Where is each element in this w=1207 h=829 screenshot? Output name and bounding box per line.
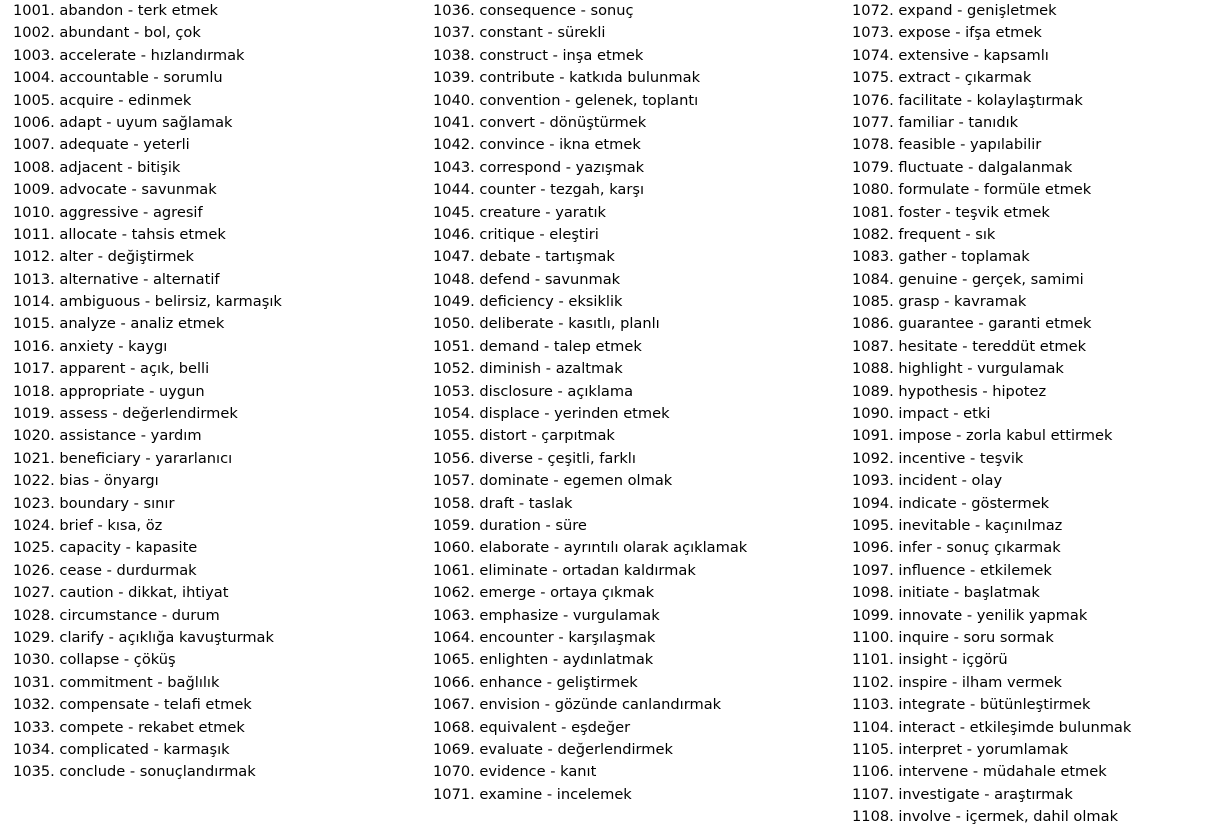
vocabulary-entry: 1001. abandon - terk etmek	[13, 2, 218, 19]
vocabulary-entry: 1011. allocate - tahsis etmek	[13, 225, 226, 243]
vocabulary-entry: 1036. consequence - sonuç	[433, 2, 634, 19]
vocabulary-entry: 1083. gather - toplamak	[852, 248, 1030, 266]
vocabulary-entry: 1089. hypothesis - hipotez	[852, 382, 1047, 400]
vocabulary-entry: 1013. alternative - alternatif	[13, 270, 220, 288]
vocabulary-entry: 1081. foster - teşvik etmek	[852, 203, 1050, 221]
vocabulary-entry: 1094. indicate - göstermek	[852, 494, 1050, 512]
vocabulary-entry: 1097. influence - etkilemek	[852, 561, 1052, 579]
vocabulary-entry: 1037. constant - sürekli	[433, 24, 606, 42]
vocabulary-entry: 1004. accountable - sorumlu	[13, 69, 223, 87]
vocabulary-entry: 1090. impact - etki	[852, 405, 991, 423]
vocabulary-entry: 1038. construct - inşa etmek	[433, 46, 644, 64]
vocabulary-entry: 1061. eliminate - ortadan kaldırmak	[433, 561, 696, 579]
vocabulary-entry: 1093. incident - olay	[852, 472, 1003, 490]
vocabulary-entry: 1003. accelerate - hızlandırmak	[13, 46, 245, 64]
vocabulary-entry: 1035. conclude - sonuçlandırmak	[13, 763, 256, 781]
vocabulary-entry: 1021. beneficiary - yararlanıcı	[13, 449, 233, 467]
vocabulary-column-3	[852, 0, 1131, 828]
vocabulary-entry: 1103. integrate - bütünleştirmek	[852, 696, 1091, 714]
vocabulary-entry: 1070. evidence - kanıt	[433, 763, 597, 781]
vocabulary-entry: 1104. interact - etkileşimde bulunmak	[852, 718, 1132, 736]
vocabulary-entry: 1048. defend - savunmak	[433, 270, 621, 288]
vocabulary-entry: 1071. examine - incelemek	[433, 785, 632, 803]
vocabulary-entry: 1079. fluctuate - dalgalanmak	[852, 158, 1073, 176]
vocabulary-entry: 1066. enhance - geliştirmek	[433, 673, 638, 691]
vocabulary-entry: 1015. analyze - analiz etmek	[13, 315, 225, 333]
vocabulary-entry: 1069. evaluate - değerlendirmek	[433, 740, 673, 758]
vocabulary-entry: 1075. extract - çıkarmak	[852, 69, 1032, 87]
vocabulary-entry: 1024. brief - kısa, öz	[13, 516, 163, 534]
vocabulary-entry: 1022. bias - önyargı	[13, 472, 159, 490]
vocabulary-entry: 1007. adequate - yeterli	[13, 136, 190, 154]
vocabulary-entry: 1108. involve - içermek, dahil olmak	[852, 808, 1119, 826]
vocabulary-entry: 1087. hesitate - tereddüt etmek	[852, 337, 1087, 355]
vocabulary-entry: 1017. apparent - açık, belli	[13, 360, 210, 378]
vocabulary-entry: 1046. critique - eleştiri	[433, 225, 599, 243]
vocabulary-entry: 1101. insight - içgörü	[852, 651, 1008, 669]
vocabulary-entry: 1050. deliberate - kasıtlı, planlı	[433, 315, 660, 333]
vocabulary-entry: 1065. enlighten - aydınlatmak	[433, 651, 654, 669]
vocabulary-entry: 1091. impose - zorla kabul ettirmek	[852, 427, 1113, 445]
vocabulary-entry: 1020. assistance - yardım	[13, 427, 202, 445]
vocabulary-entry: 1054. displace - yerinden etmek	[433, 405, 670, 423]
vocabulary-entry: 1023. boundary - sınır	[13, 494, 175, 512]
vocabulary-entry: 1006. adapt - uyum sağlamak	[13, 113, 233, 131]
vocabulary-entry: 1032. compensate - telafi etmek	[13, 696, 252, 714]
vocabulary-entry: 1058. draft - taslak	[433, 494, 573, 512]
vocabulary-entry: 1031. commitment - bağlılık	[13, 673, 220, 691]
vocabulary-entry: 1056. diverse - çeşitli, farklı	[433, 449, 636, 467]
vocabulary-entry: 1008. adjacent - bitişik	[13, 158, 181, 176]
vocabulary-entry: 1085. grasp - kavramak	[852, 293, 1027, 311]
vocabulary-entry: 1099. innovate - yenilik yapmak	[852, 606, 1088, 624]
vocabulary-entry: 1057. dominate - egemen olmak	[433, 472, 673, 490]
vocabulary-entry: 1019. assess - değerlendirmek	[13, 405, 238, 423]
vocabulary-entry: 1040. convention - gelenek, toplantı	[433, 91, 699, 109]
vocabulary-entry: 1105. interpret - yorumlamak	[852, 740, 1069, 758]
vocabulary-entry: 1009. advocate - savunmak	[13, 181, 217, 199]
vocabulary-entry: 1052. diminish - azaltmak	[433, 360, 623, 378]
vocabulary-entry: 1041. convert - dönüştürmek	[433, 113, 647, 131]
vocabulary-entry: 1033. compete - rekabet etmek	[13, 718, 245, 736]
vocabulary-entry: 1028. circumstance - durum	[13, 606, 220, 624]
vocabulary-entry: 1100. inquire - soru sormak	[852, 628, 1054, 646]
vocabulary-entry: 1080. formulate - formüle etmek	[852, 181, 1092, 199]
vocabulary-entry: 1055. distort - çarpıtmak	[433, 427, 615, 445]
vocabulary-entry: 1045. creature - yaratık	[433, 203, 606, 221]
vocabulary-entry: 1039. contribute - katkıda bulunmak	[433, 69, 701, 87]
vocabulary-entry: 1095. inevitable - kaçınılmaz	[852, 516, 1063, 534]
vocabulary-entry: 1034. complicated - karmaşık	[13, 740, 230, 758]
vocabulary-entry: 1086. guarantee - garanti etmek	[852, 315, 1092, 333]
vocabulary-entry: 1044. counter - tezgah, karşı	[433, 181, 645, 199]
vocabulary-entry: 1106. intervene - müdahale etmek	[852, 763, 1107, 781]
vocabulary-entry: 1068. equivalent - eşdeğer	[433, 718, 631, 736]
vocabulary-entry: 1078. feasible - yapılabilir	[852, 136, 1042, 154]
vocabulary-entry: 1102. inspire - ilham vermek	[852, 673, 1063, 691]
vocabulary-entry: 1076. facilitate - kolaylaştırmak	[852, 91, 1083, 109]
vocabulary-entry: 1002. abundant - bol, çok	[13, 24, 201, 42]
vocabulary-entry: 1059. duration - süre	[433, 516, 587, 534]
vocabulary-entry: 1073. expose - ifşa etmek	[852, 24, 1042, 42]
vocabulary-entry: 1012. alter - değiştirmek	[13, 248, 194, 266]
vocabulary-entry: 1067. envision - gözünde canlandırmak	[433, 696, 722, 714]
vocabulary-entry: 1107. investigate - araştırmak	[852, 785, 1073, 803]
vocabulary-entry: 1014. ambiguous - belirsiz, karmaşık	[13, 293, 282, 311]
vocabulary-entry: 1010. aggressive - agresif	[13, 203, 203, 221]
vocabulary-entry: 1047. debate - tartışmak	[433, 248, 615, 266]
vocabulary-entry: 1077. familiar - tanıdık	[852, 113, 1019, 131]
vocabulary-entry: 1098. initiate - başlatmak	[852, 584, 1040, 602]
vocabulary-entry: 1018. appropriate - uygun	[13, 382, 205, 400]
vocabulary-entry: 1072. expand - genişletmek	[852, 2, 1057, 19]
vocabulary-entry: 1042. convince - ikna etmek	[433, 136, 641, 154]
vocabulary-entry: 1088. highlight - vurgulamak	[852, 360, 1064, 378]
vocabulary-entry: 1084. genuine - gerçek, samimi	[852, 270, 1084, 288]
vocabulary-entry: 1049. deficiency - eksiklik	[433, 293, 623, 311]
vocabulary-entry: 1096. infer - sonuç çıkarmak	[852, 539, 1061, 557]
vocabulary-entry: 1092. incentive - teşvik	[852, 449, 1024, 467]
vocabulary-entry: 1074. extensive - kapsamlı	[852, 46, 1049, 64]
vocabulary-column-2	[433, 0, 747, 806]
vocabulary-entry: 1051. demand - talep etmek	[433, 337, 642, 355]
vocabulary-entry: 1063. emphasize - vurgulamak	[433, 606, 660, 624]
vocabulary-entry: 1064. encounter - karşılaşmak	[433, 628, 656, 646]
vocabulary-entry: 1082. frequent - sık	[852, 225, 996, 243]
vocabulary-entry: 1029. clarify - açıklığa kavuşturmak	[13, 628, 274, 646]
vocabulary-entry: 1062. emerge - ortaya çıkmak	[433, 584, 655, 602]
vocabulary-entry: 1016. anxiety - kaygı	[13, 337, 168, 355]
vocabulary-entry: 1005. acquire - edinmek	[13, 91, 192, 109]
vocabulary-entry: 1027. caution - dikkat, ihtiyat	[13, 584, 229, 602]
vocabulary-column-1	[13, 0, 282, 784]
vocabulary-entry: 1043. correspond - yazışmak	[433, 158, 645, 176]
vocabulary-entry: 1053. disclosure - açıklama	[433, 382, 634, 400]
vocabulary-entry: 1060. elaborate - ayrıntılı olarak açıklamak	[433, 539, 748, 557]
vocabulary-entry: 1030. collapse - çöküş	[13, 651, 176, 669]
vocabulary-entry: 1026. cease - durdurmak	[13, 561, 197, 579]
vocabulary-entry: 1025. capacity - kapasite	[13, 539, 198, 557]
